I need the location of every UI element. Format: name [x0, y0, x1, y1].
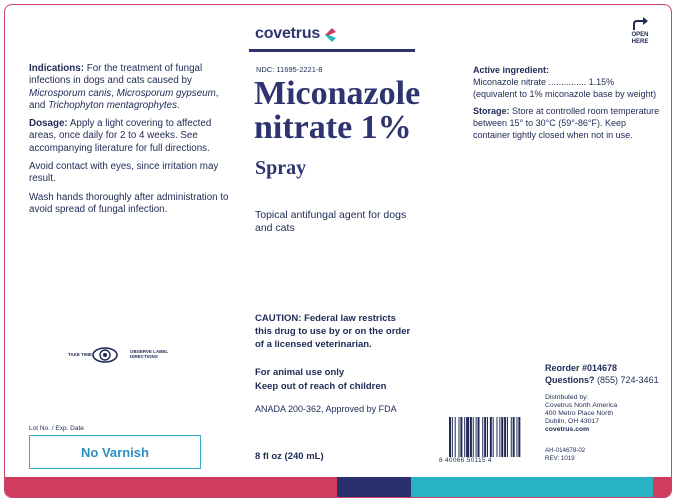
ndc-number: NDC: 11695-2221-8 [256, 65, 323, 74]
color-band-red-end [653, 477, 672, 498]
organism-2: Microsporum gypseum [116, 87, 216, 99]
animal-use-block [255, 366, 425, 394]
active-ingredient-block [473, 65, 663, 100]
distributor-web: covetrus.com [545, 426, 590, 433]
organism-3: Trichophyton mentagrophytes [48, 99, 177, 111]
lot-exp-label: Lot No. / Exp. Date [29, 425, 84, 432]
questions-line [545, 374, 659, 386]
color-band-red [5, 477, 337, 498]
dosage-paragraph [29, 118, 229, 155]
dosage-form: Spray [255, 157, 307, 179]
open-arrow-icon [631, 17, 649, 31]
product-title [254, 77, 454, 145]
header-rule [249, 49, 415, 52]
active-dots: ............... [548, 76, 587, 87]
reorder-block [545, 362, 659, 386]
color-band-teal [411, 477, 672, 498]
organism-1: Microsporum canis [29, 87, 112, 99]
take-time-text: TAKE TIME [68, 352, 92, 357]
indications-label: Indications: [29, 63, 84, 74]
distributor-address-1: 400 Metro Place North [545, 410, 614, 417]
no-varnish-box [29, 435, 201, 469]
title-line-1: Miconazole [254, 75, 421, 112]
product-description: Topical antifungal agent for dogs and cats [255, 209, 407, 234]
title-line-2: nitrate 1% [254, 109, 412, 146]
storage-label: Storage: [473, 106, 510, 117]
color-band-navy [337, 477, 411, 498]
keep-out-text: Keep out of reach of children [255, 381, 387, 392]
upc-barcode-icon [445, 417, 535, 457]
covetrus-logo-text: covetrus [255, 25, 321, 42]
caution-statement: CAUTION: Federal law restricts this drug to use by or on the order of a licensed veterinarian. [255, 313, 411, 350]
avoid-paragraph: Avoid contact with eyes, since irritation may result. [29, 161, 219, 185]
barcode-number: 8 40066 50115 4 [439, 457, 492, 464]
product-codes [545, 447, 585, 463]
take-time-eye-icon [65, 347, 129, 363]
storage-block [473, 106, 663, 141]
indications-paragraph: Indications: For the treatment of fungal infections in dogs and cats caused by Microsporum canis, Microsporum gypseum, and Trichophyton mentagrophytes. [29, 63, 219, 111]
distributor-address-2: Dublin, OH 43017 [545, 418, 600, 425]
product-label [4, 4, 672, 498]
net-contents: 8 fl oz (240 mL) [255, 451, 324, 462]
active-label: Active ingredient: [473, 65, 550, 75]
wash-paragraph: Wash hands thoroughly after administration to avoid spread of fungal infection. [29, 191, 229, 215]
anada-approval: ANADA 200-362, Approved by FDA [255, 404, 397, 414]
and-text: and [29, 99, 46, 111]
no-varnish-text: No Varnish [81, 444, 149, 460]
active-equivalent: (equivalent to 1% miconazole base by weight) [473, 88, 657, 99]
right-column [473, 65, 663, 148]
animal-use-text: For animal use only [255, 367, 345, 378]
left-column [29, 63, 229, 222]
open-here-tab[interactable] [625, 17, 655, 46]
open-here-line2: HERE [631, 39, 649, 45]
questions-label: Questions? [545, 375, 595, 385]
distributed-by-label: Distributed by: [545, 394, 589, 401]
distributor-block [545, 394, 617, 434]
observe-label-text: OBSERVE LABEL DIRECTIONS [130, 349, 169, 359]
reorder-number: Reorder #014678 [545, 363, 618, 373]
questions-phone: (855) 724-3461 [597, 375, 659, 385]
covetrus-logo-mark-icon [323, 27, 339, 43]
dosage-label: Dosage: [29, 118, 68, 130]
indications-text: For the treatment of fungal infections in dogs and cats caused by [29, 63, 203, 87]
dosage-text: Apply a light covering to affected areas, once daily for 2 to 4 weeks. See accompanying literature for full directions. [29, 118, 212, 154]
active-percent: 1.15% [588, 76, 615, 87]
active-name: Miconazole nitrate [473, 76, 547, 87]
open-here-line1: OPEN [631, 32, 649, 38]
revision: REV: 1019 [545, 455, 575, 462]
distributor-name: Covetrus North America [545, 402, 618, 409]
product-code: AH-014678-02 [545, 447, 586, 454]
storage-text: Store at controlled room temperature between 15° to 30°C (59°-86°F). Keep container tightly closed when not in use. [473, 106, 660, 140]
